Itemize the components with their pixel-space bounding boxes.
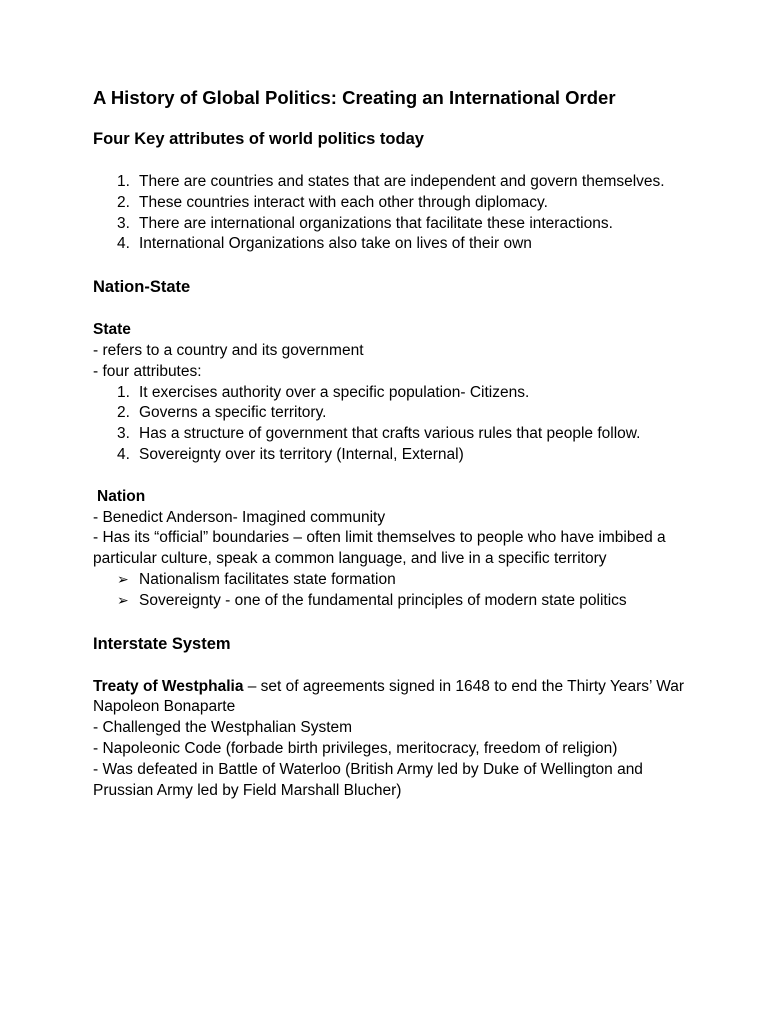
list-item-text: There are international organizations that facilitate these interactions. <box>139 214 613 232</box>
list-item-text: There are countries and states that are independent and govern themselves. <box>139 173 665 190</box>
list-number: 3. <box>117 425 130 443</box>
section-heading-key-attributes: Four Key attributes of world politics today <box>93 130 424 148</box>
list-item <box>93 445 693 466</box>
text-line: - Challenged the Westphalian System <box>93 719 353 737</box>
list-item-text: Governs a specific territory. <box>139 404 327 422</box>
arrow-bullet-icon: ➢ <box>117 571 129 588</box>
spacer <box>93 255 693 276</box>
section-heading-nation-state: Nation-State <box>93 278 191 297</box>
spacer <box>93 466 693 487</box>
spacer <box>93 298 693 320</box>
arrow-bullet-icon: ➢ <box>117 592 129 609</box>
key-attributes-list <box>93 172 693 255</box>
text-line: - Napoleonic Code (forbade birth privileges, meritocracy, freedom of religion) <box>93 739 618 757</box>
spacer <box>93 150 693 172</box>
list-item <box>93 234 693 255</box>
list-item <box>93 591 693 612</box>
list-item-text: These countries interact with each other through diplomacy. <box>139 193 548 211</box>
subheading-state: State <box>93 321 131 339</box>
text-line: - refers to a country and its government <box>93 341 364 359</box>
section-heading-interstate-system: Interstate System <box>93 634 231 653</box>
list-item-text: Sovereignty - one of the fundamental principles of modern state politics <box>139 591 627 609</box>
list-item <box>93 570 693 591</box>
list-number: 3. <box>117 214 130 232</box>
treaty-paragraph <box>93 677 693 719</box>
spacer <box>93 612 693 633</box>
list-item-text: Sovereignty over its territory (Internal, External) <box>139 445 464 463</box>
list-number: 4. <box>117 235 130 253</box>
list-item-text: International Organizations also take on lives of their own <box>139 235 532 253</box>
text-line: - Was defeated in Battle of Waterloo (British Army led by Duke of Wellington and Prussian Army led by Field Marshall Blucher) <box>93 760 643 799</box>
document-title: A History of Global Politics: Creating an International Order <box>93 87 616 108</box>
list-item <box>93 214 693 235</box>
list-item <box>93 172 693 193</box>
list-number: 4. <box>117 445 130 463</box>
text-line: - four attributes: <box>93 362 202 380</box>
list-item <box>93 424 693 445</box>
list-item-text: It exercises authority over a specific population- Citizens. <box>139 383 530 401</box>
list-number: 2. <box>117 193 130 211</box>
list-number: 1. <box>117 383 130 401</box>
list-number: 1. <box>117 173 130 190</box>
list-item <box>93 403 693 424</box>
list-item <box>93 193 693 214</box>
list-number: 2. <box>117 404 130 422</box>
treaty-description: – set of agreements signed in 1648 to end the Thirty Years’ War Napoleon Bonaparte <box>93 677 685 716</box>
list-item <box>93 383 693 404</box>
nation-bullets <box>93 570 693 612</box>
text-line: - Has its “official” boundaries – often limit themselves to people who have imbibed a particular culture, speak a common language, and live in a specific territory <box>93 529 666 568</box>
list-item-text: Nationalism facilitates state formation <box>139 570 396 588</box>
spacer <box>93 655 693 677</box>
document-page <box>93 86 693 801</box>
state-attributes-list <box>93 383 693 466</box>
treaty-term: Treaty of Westphalia <box>93 677 244 695</box>
subheading-nation: Nation <box>97 487 146 505</box>
list-item-text: Has a structure of government that crafts various rules that people follow. <box>139 425 641 443</box>
text-line: - Benedict Anderson- Imagined community <box>93 508 386 526</box>
